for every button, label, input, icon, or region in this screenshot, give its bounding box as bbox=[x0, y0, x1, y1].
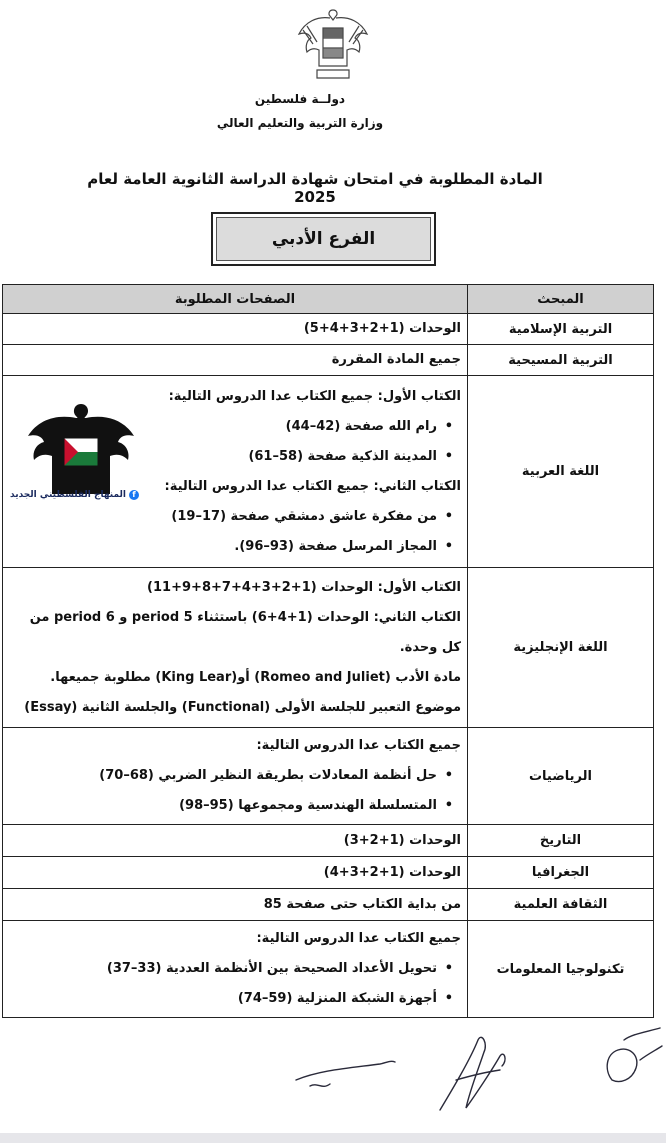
signatures bbox=[0, 1010, 666, 1130]
english-line-3: كل وحدة. bbox=[399, 639, 461, 655]
english-line-5b: والجلسة الثانية bbox=[77, 699, 182, 715]
subject-islamic: التربية الإسلامية bbox=[468, 314, 654, 345]
table-row bbox=[3, 857, 654, 889]
subject-christian: التربية المسيحية bbox=[468, 345, 654, 376]
signature-center bbox=[440, 1037, 505, 1110]
header-subject: المبحث bbox=[468, 285, 654, 314]
english-line-5a: موضوع التعبير للجلسة الأولى bbox=[270, 699, 461, 715]
table-row bbox=[3, 345, 654, 376]
english-or: أو bbox=[237, 669, 255, 685]
english-line-1: الكتاب الأول: الوحدات (1+2+3+4+7+8+9+11) bbox=[147, 579, 461, 595]
header-pages: الصفحات المطلوبة bbox=[3, 285, 468, 314]
arabic-book2-intro: الكتاب الثاني: جميع الكتاب عدا الدروس التالية: bbox=[164, 478, 461, 494]
pages-it bbox=[3, 921, 468, 1018]
signature-left bbox=[296, 1061, 395, 1086]
english-essay: (Essay) bbox=[24, 699, 78, 715]
subject-it: تكنولوجيا المعلومات bbox=[468, 921, 654, 1018]
it-intro: جميع الكتاب عدا الدروس التالية: bbox=[256, 931, 461, 946]
arabic-book1-intro: الكتاب الأول: جميع الكتاب عدا الدروس التالية: bbox=[168, 388, 461, 404]
bottom-strip bbox=[0, 1133, 666, 1143]
list-item: • المدينة الذكية صفحة (58–61) bbox=[9, 442, 461, 472]
table-row bbox=[3, 825, 654, 857]
english-period-5: period 5 bbox=[131, 609, 193, 625]
english-and: و bbox=[114, 609, 132, 625]
pages-english bbox=[3, 568, 468, 728]
table-row bbox=[3, 314, 654, 345]
pages-history: الوحدات (1+2+3) bbox=[3, 825, 468, 857]
subject-arabic: اللغة العربية bbox=[468, 376, 654, 568]
english-line-4a: مادة الأدب bbox=[390, 669, 461, 685]
list-item: • المتسلسلة الهندسية ومجموعها (95–98) bbox=[9, 791, 461, 821]
branch-label: الفرع الأدبي bbox=[216, 217, 431, 261]
signature-right bbox=[607, 1028, 662, 1082]
branch-box bbox=[211, 212, 436, 266]
pages-islamic: الوحدات (1+2+3+4+5) bbox=[3, 314, 468, 345]
pages-science-culture: من بداية الكتاب حتى صفحة 85 bbox=[3, 889, 468, 921]
english-line-2a: الكتاب الثاني: الوحدات (1+4+6) باستثناء bbox=[192, 609, 461, 625]
ministry-name: وزارة التربية والتعليم العالي bbox=[216, 116, 384, 130]
subject-english: اللغة الإنجليزية bbox=[468, 568, 654, 728]
document-title: المادة المطلوبة في امتحان شهادة الدراسة الثانوية العامة لعام 2025 bbox=[87, 170, 543, 206]
watermark-label-text: المنهاج الفلسطيني الجديد bbox=[10, 490, 126, 500]
subject-geography: الجغرافيا bbox=[468, 857, 654, 889]
english-king-lear: (King Lear) bbox=[155, 669, 238, 685]
english-line-4 bbox=[9, 663, 461, 693]
state-name: دولــة فلسطين bbox=[254, 92, 346, 106]
table-row bbox=[3, 568, 654, 728]
subject-math: الرياضيات bbox=[468, 728, 654, 825]
list-item: • رام الله صفحة (42–44) bbox=[9, 412, 461, 442]
state-emblem bbox=[295, 4, 371, 84]
list-item: • أجهزة الشبكة المنزلية (59–74) bbox=[9, 984, 461, 1014]
english-romeo-juliet: (Romeo and Juliet) bbox=[254, 669, 391, 685]
table-header-row bbox=[3, 285, 654, 314]
pages-christian: جميع المادة المقررة bbox=[3, 345, 468, 376]
english-functional: (Functional) bbox=[181, 699, 271, 715]
watermark-label bbox=[10, 490, 150, 500]
english-line-2b: من bbox=[29, 609, 54, 625]
math-intro: جميع الكتاب عدا الدروس التالية: bbox=[256, 738, 461, 753]
list-item: • حل أنظمة المعادلات بطريقة النظير الضربي (68–70) bbox=[9, 761, 461, 791]
english-line-5 bbox=[9, 693, 461, 723]
pages-math bbox=[3, 728, 468, 825]
subject-history: التاريخ bbox=[468, 825, 654, 857]
subjects-table bbox=[2, 284, 654, 1018]
list-item: • من مفكرة عاشق دمشقي صفحة (17–19) bbox=[9, 502, 461, 532]
table-row bbox=[3, 921, 654, 1018]
list-item: • المجاز المرسل صفحة (93–96). bbox=[9, 532, 461, 562]
subject-science-culture: الثقافة العلمية bbox=[468, 889, 654, 921]
english-line-4b: مطلوبة جميعها. bbox=[50, 669, 156, 685]
table-row bbox=[3, 728, 654, 825]
list-item: • تحويل الأعداد الصحيحة بين الأنظمة العددية (33–37) bbox=[9, 954, 461, 984]
english-period-6: period 6 bbox=[53, 609, 115, 625]
facebook-icon: f bbox=[129, 490, 139, 500]
pages-geography: الوحدات (1+2+3+4) bbox=[3, 857, 468, 889]
table-row bbox=[3, 889, 654, 921]
english-line-2 bbox=[9, 603, 461, 633]
